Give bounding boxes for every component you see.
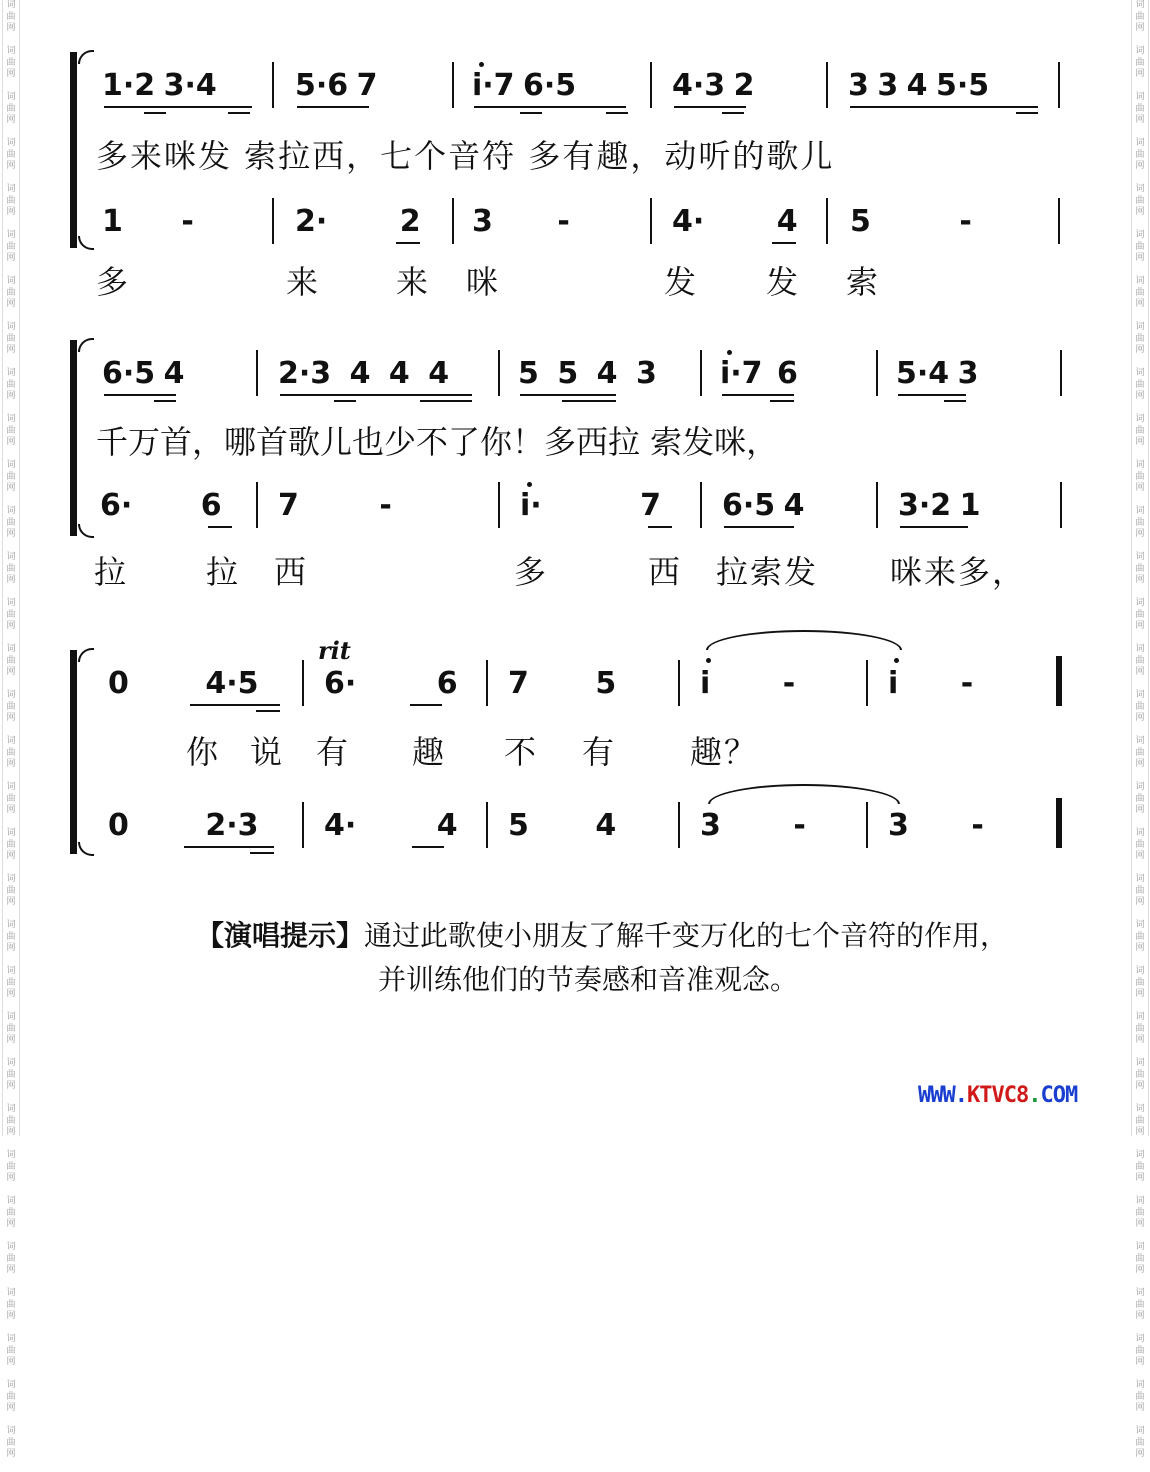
final-barline	[1056, 798, 1062, 848]
barline	[498, 482, 500, 528]
high-octave-dot	[727, 350, 732, 355]
high-octave-dot	[479, 62, 484, 67]
measure: 5·6 7	[295, 68, 378, 103]
barline	[1060, 482, 1062, 528]
measure: 2· 2	[295, 204, 421, 239]
barline	[678, 802, 680, 848]
measure: i·7 6	[720, 356, 798, 391]
barline	[452, 62, 454, 108]
melody-row-lower	[0, 806, 1150, 862]
measure: 0 2·3	[108, 808, 259, 843]
melody-row-upper	[0, 66, 1150, 122]
measure: 0 4·5	[108, 666, 259, 701]
measure: 1 -	[102, 204, 194, 239]
barline	[876, 482, 878, 528]
measure: 5 5 4 3	[518, 356, 657, 391]
tie-arc	[708, 784, 900, 804]
barline	[866, 802, 868, 848]
score-system-3: rit 0 4·5 6· 6 7 5 i - i - 你 说 有 趣 不 有 趣？ 0 2·3 4· 4 5 4 3 - 3 -	[0, 620, 1150, 880]
measure: i -	[700, 666, 796, 701]
performance-tip	[196, 914, 1008, 958]
measure: 6·5 4	[722, 488, 805, 523]
measure: 3 -	[700, 808, 806, 843]
score-system-2: 6·5 4 2·3 4 4 4 5 5 4 3 i·7 6 5·4 3 千万首，哪首歌儿也少不了你！多西拉 索发咪， 6· 6 7 - i· 7 6·5 4 3·2 1 拉 拉 西 多 西 拉索发 咪来多，	[0, 330, 1150, 600]
melody-row-upper	[0, 664, 1150, 720]
barline	[498, 350, 500, 396]
side-watermark-right: 词 曲 网 词 曲 网 词 曲 网 词 曲 网 词 曲 网 词 曲 网 词 曲 网 词 曲 网 词 曲 网 词 曲 网 词 曲 网 词 曲 网 词 曲 网 词 曲 网 词 曲 网 词 曲 网 词 曲 网 词 曲 网 词 曲 网 词 曲 网 词 曲 网 词 曲 网 词 曲 网 词 曲 网 词 曲 网 词 曲 网 词 曲 网 词 曲 网 词 曲 网 词 曲 网 词 曲 网 词 曲 网	[1131, 0, 1149, 1136]
ritardando-mark: rit	[318, 636, 351, 665]
barline	[700, 482, 702, 528]
measure: i -	[888, 666, 974, 701]
measure: i· 7	[520, 488, 661, 523]
measure: 3 3 4 5·5	[848, 68, 990, 103]
measure: 7 -	[278, 488, 392, 523]
performance-tip-line-2: 并训练他们的节奏感和音准观念。	[378, 963, 799, 996]
barline	[486, 660, 488, 706]
measure: i·7 6·5	[472, 68, 577, 103]
barline	[678, 660, 680, 706]
barline	[272, 198, 274, 244]
barline	[876, 350, 878, 396]
barline	[1060, 350, 1062, 396]
barline	[826, 62, 828, 108]
barline	[272, 62, 274, 108]
measure: 3 -	[888, 808, 984, 843]
barline	[256, 350, 258, 396]
tie-arc	[706, 630, 902, 650]
barline	[486, 802, 488, 848]
tip-line-1: 通过此歌使小朋友了解千变万化的七个音符的作用，	[364, 919, 1009, 952]
barline	[1058, 62, 1060, 108]
measure: 5 4	[508, 808, 617, 843]
barline	[650, 198, 652, 244]
measure: 7 5	[508, 666, 617, 701]
tip-label: 【演唱提示】	[196, 919, 365, 952]
melody-row-lower	[0, 486, 1150, 542]
measure: 1·2 3·4	[102, 68, 217, 103]
lyrics-upper: 千万首，哪首歌儿也少不了你！多西拉 索发咪，	[96, 423, 779, 461]
barline	[452, 198, 454, 244]
high-octave-dot	[894, 658, 899, 663]
barline	[302, 660, 304, 706]
barline	[302, 802, 304, 848]
measure: 3·2 1	[898, 488, 981, 523]
high-octave-dot	[706, 658, 711, 663]
measure: 4· 4	[324, 808, 458, 843]
barline	[700, 350, 702, 396]
melody-row-upper	[0, 354, 1150, 410]
measure: 4·3 2	[672, 68, 755, 103]
measure: 5·4 3	[896, 356, 979, 391]
measure: 2·3 4 4 4	[278, 356, 450, 391]
score-system-1: 1·2 3·4 5·6 7 i·7 6·5 4·3 2 3 3 4 5·5 多来咪发 索拉西，七个音符 多有趣，动听的歌儿 1 - 2· 2 3 - 4· 4 5 - 多 来 来 咪 发 发 索	[0, 40, 1150, 310]
melody-row-lower	[0, 202, 1150, 258]
barline	[256, 482, 258, 528]
side-watermark-left: 词 曲 网 词 曲 网 词 曲 网 词 曲 网 词 曲 网 词 曲 网 词 曲 网 词 曲 网 词 曲 网 词 曲 网 词 曲 网 词 曲 网 词 曲 网 词 曲 网 词 曲 网 词 曲 网 词 曲 网 词 曲 网 词 曲 网 词 曲 网 词 曲 网 词 曲 网 词 曲 网 词 曲 网 词 曲 网 词 曲 网 词 曲 网 词 曲 网 词 曲 网 词 曲 网 词 曲 网 词 曲 网	[2, 0, 20, 1136]
measure: 4· 4	[672, 204, 798, 239]
measure: 6· 6	[100, 488, 222, 523]
high-octave-dot	[527, 482, 532, 487]
barline	[650, 62, 652, 108]
measure: 3 -	[472, 204, 570, 239]
site-url[interactable]: WWW.KTVC8.COM	[918, 1083, 1078, 1108]
measure: 6·5 4	[102, 356, 185, 391]
final-barline	[1056, 656, 1062, 706]
barline	[826, 198, 828, 244]
lyrics-upper: 多来咪发 索拉西，七个音符 多有趣，动听的歌儿	[96, 137, 835, 175]
barline	[866, 660, 868, 706]
measure: 6· 6	[324, 666, 458, 701]
barline	[1058, 198, 1060, 244]
measure: 5 -	[850, 204, 972, 239]
